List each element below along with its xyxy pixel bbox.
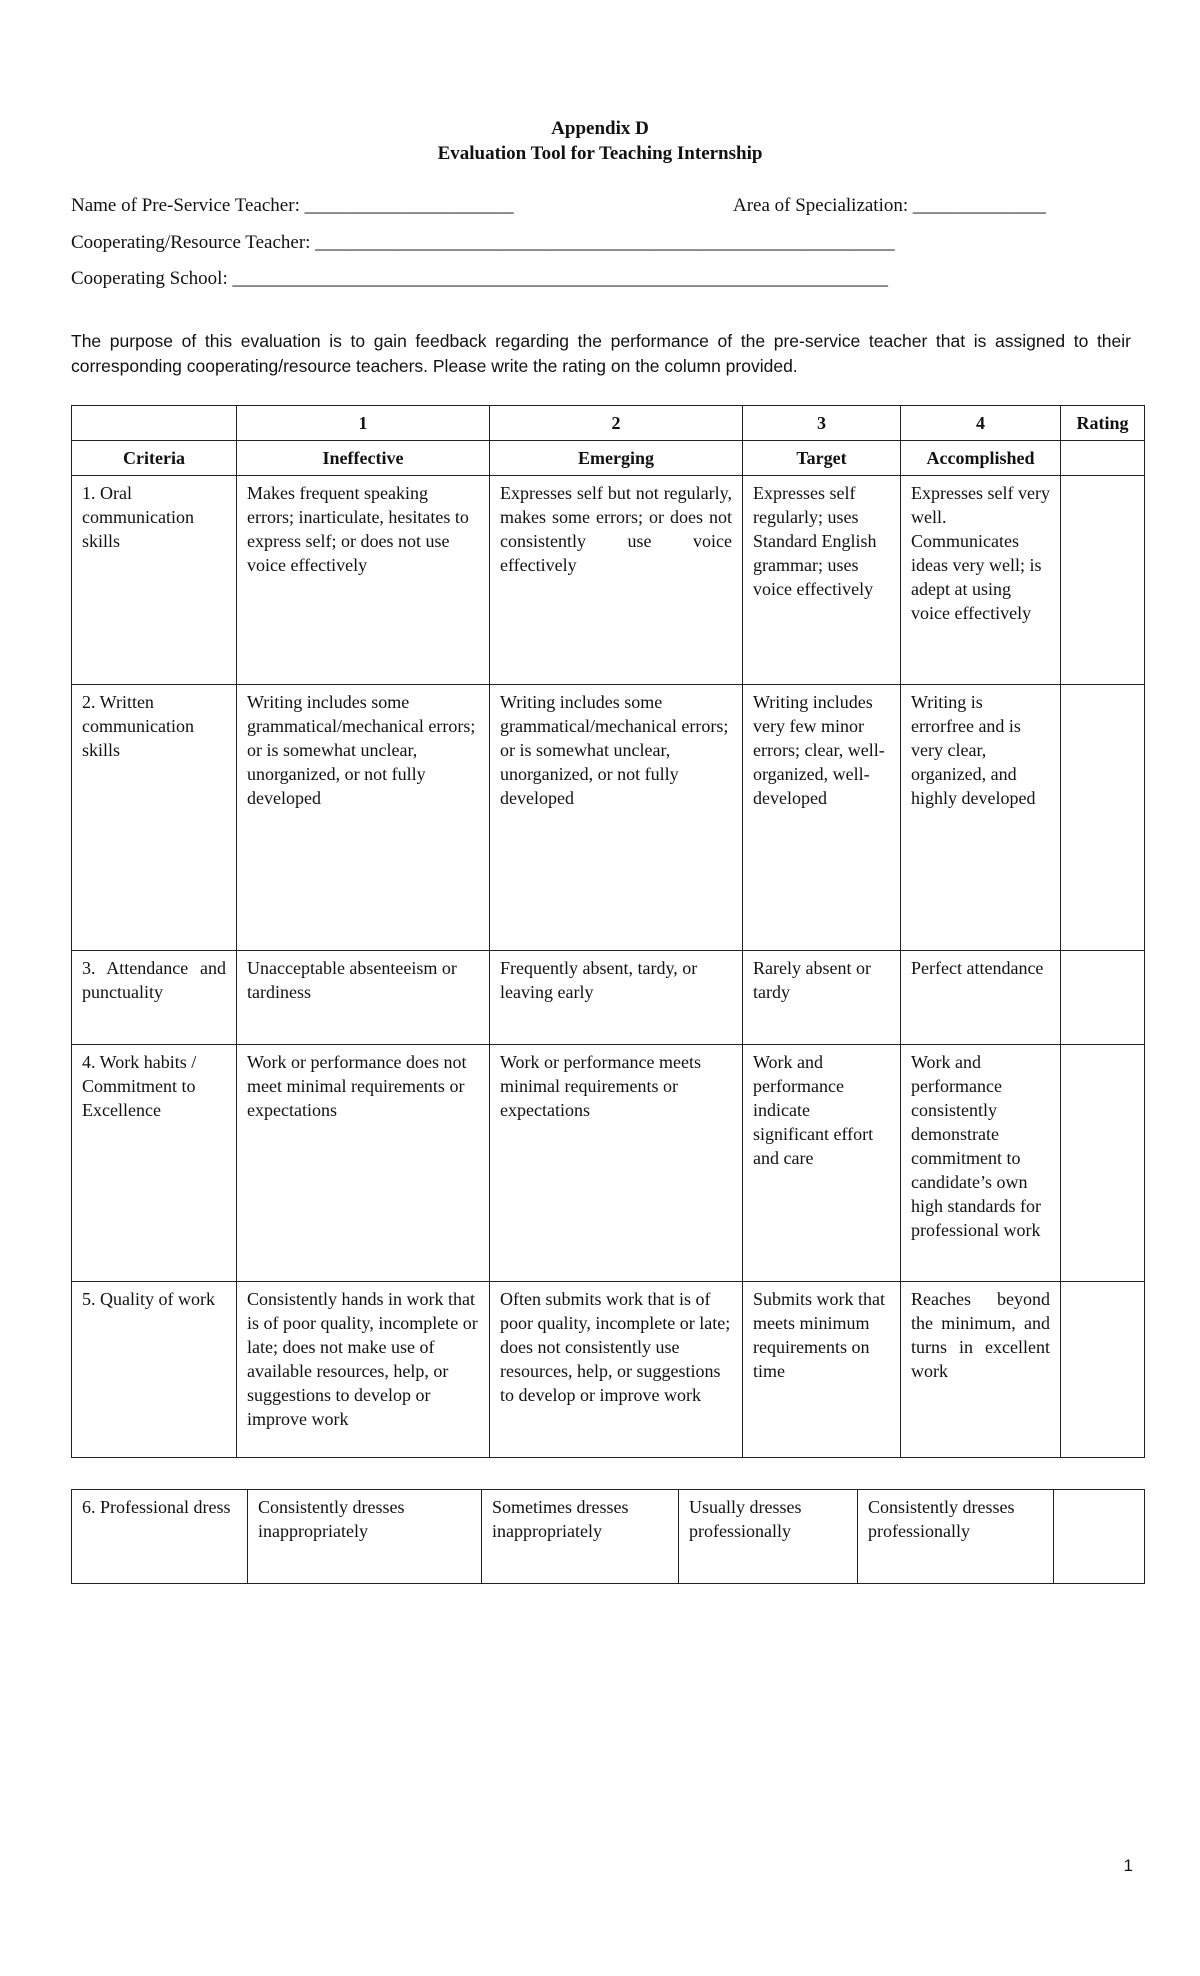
pre-service-teacher-field: Name of Pre-Service Teacher: ______________________ <box>71 195 514 216</box>
rubric-cell: Reaches beyond the minimum, and turns in excellent work <box>901 1282 1061 1458</box>
rubric-cell: Work and performance consistently demonstrate commitment to candidate’s own high standards for professional work <box>901 1045 1061 1282</box>
table-row <box>72 1282 1145 1458</box>
rubric-cell: Makes frequent speaking errors; inarticulate, hesitates to express self; or does not use voice effectively <box>237 476 490 685</box>
rating-header: Rating <box>1061 406 1145 441</box>
criterion-cell: 2. Written communication skills <box>72 685 237 951</box>
professional-dress-table <box>71 1489 1145 1584</box>
table-row <box>72 685 1145 951</box>
rubric-cell: Perfect attendance <box>901 951 1061 1045</box>
cooperating-school-field: Cooperating School: _____________________________________________________________________ <box>71 268 888 289</box>
rubric-cell: Work or performance meets minimal requirements or expectations <box>490 1045 743 1282</box>
scale-header-row <box>72 406 1145 441</box>
level-header: Emerging <box>490 441 743 476</box>
table-row <box>72 1045 1145 1282</box>
rubric-cell: Work or performance does not meet minimal requirements or expectations <box>237 1045 490 1282</box>
cooperating-teacher-field: Cooperating/Resource Teacher: _____________________________________________________________ <box>71 232 895 253</box>
criterion-cell: 5. Quality of work <box>72 1282 237 1458</box>
table-row <box>72 951 1145 1045</box>
level-header: Ineffective <box>237 441 490 476</box>
scale-number: 1 <box>237 406 490 441</box>
rating-cell[interactable] <box>1061 441 1145 476</box>
rubric-cell: Expresses self regularly; uses Standard English grammar; uses voice effectively <box>743 476 901 685</box>
rubric-cell: Submits work that meets minimum requirements on time <box>743 1282 901 1458</box>
criterion-cell: 1. Oral communication skills <box>72 476 237 685</box>
criterion-cell: 4. Work habits / Commitment to Excellence <box>72 1045 237 1282</box>
level-header: Target <box>743 441 901 476</box>
rating-cell[interactable] <box>1061 476 1145 685</box>
scale-number: 2 <box>490 406 743 441</box>
purpose-paragraph: The purpose of this evaluation is to gain feedback regarding the performance of the pre-service teacher that is assigned to their corresponding cooperating/resource teachers. Please write the rating on the column provided. <box>71 331 1131 376</box>
evaluation-rubric-table <box>71 405 1145 1458</box>
document-title: Evaluation Tool for Teaching Internship <box>437 143 763 164</box>
rubric-cell: Writing includes some grammatical/mechanical errors; or is somewhat unclear, unorganized, or not fully developed <box>237 685 490 951</box>
rubric-cell: Rarely absent or tardy <box>743 951 901 1045</box>
criteria-header: Criteria <box>72 441 237 476</box>
table-row <box>72 476 1145 685</box>
rubric-cell: Work and performance indicate significant effort and care <box>743 1045 901 1282</box>
rubric-cell: Writing includes very few minor errors; clear, well-organized, well-developed <box>743 685 901 951</box>
rating-cell[interactable] <box>1061 1045 1145 1282</box>
criterion-cell: 6. Professional dress <box>72 1490 248 1584</box>
scale-number: 4 <box>901 406 1061 441</box>
rubric-cell: Frequently absent, tardy, or leaving early <box>490 951 743 1045</box>
rubric-cell: Expresses self but not regularly, makes some errors; or does not consistently use voice effectively <box>490 476 743 685</box>
rubric-cell: Consistently hands in work that is of poor quality, incomplete or late; does not make use of available resources, help, or suggestions to develop or improve work <box>237 1282 490 1458</box>
blank-header-cell <box>72 406 237 441</box>
level-header: Accomplished <box>901 441 1061 476</box>
rubric-cell: Often submits work that is of poor quality, incomplete or late; does not consistently use resources, help, or suggestions to develop or improve work <box>490 1282 743 1458</box>
rubric-cell: Writing includes some grammatical/mechanical errors; or is somewhat unclear, unorganized, or not fully developed <box>490 685 743 951</box>
rubric-cell: Unacceptable absenteeism or tardiness <box>237 951 490 1045</box>
area-of-specialization-field: Area of Specialization: ______________ <box>733 195 1046 216</box>
rating-cell[interactable] <box>1061 685 1145 951</box>
rubric-cell: Expresses self very well. Communicates ideas very well; is adept at using voice effectively <box>901 476 1061 685</box>
rating-cell[interactable] <box>1061 951 1145 1045</box>
rating-cell[interactable] <box>1054 1490 1145 1584</box>
rating-cell[interactable] <box>1061 1282 1145 1458</box>
scale-number: 3 <box>743 406 901 441</box>
page-number: 1 <box>1123 1856 1133 1875</box>
level-header-row <box>72 441 1145 476</box>
rubric-cell: Usually dresses professionally <box>679 1490 858 1584</box>
rubric-cell: Writing is errorfree and is very clear, organized, and highly developed <box>901 685 1061 951</box>
rubric-cell: Consistently dresses inappropriately <box>248 1490 482 1584</box>
table-row <box>72 1490 1145 1584</box>
rubric-cell: Sometimes dresses inappropriately <box>482 1490 679 1584</box>
rubric-cell: Consistently dresses professionally <box>858 1490 1054 1584</box>
criterion-cell: 3. Attendance and punctuality <box>72 951 237 1045</box>
appendix-heading: Appendix D <box>551 118 649 139</box>
